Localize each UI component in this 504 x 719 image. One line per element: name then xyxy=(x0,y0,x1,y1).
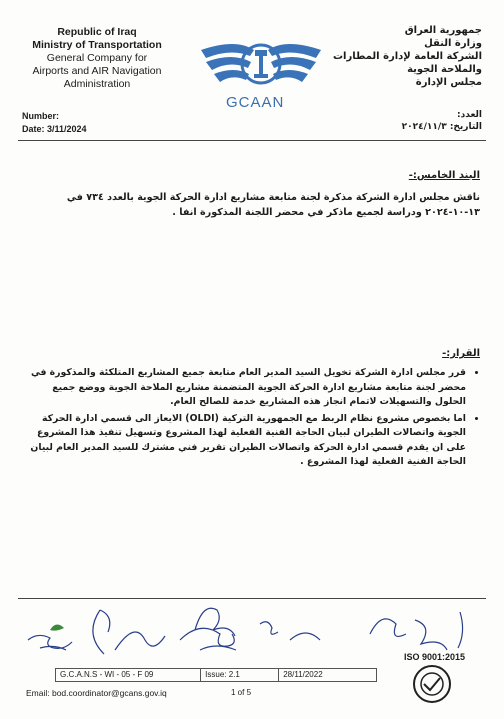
header-arabic xyxy=(332,24,482,89)
header-en-line-5: Administration xyxy=(63,78,131,90)
decision-heading: القرار:- xyxy=(442,348,480,359)
header-en-line-4: Airports and AIR Navigation xyxy=(32,65,162,77)
section-paragraph: ناقش مجلس ادارة الشركة مذكرة لجنة متابعة مشاريع ادارة الحركة الجوية بالعدد ٧٣٤ في ١٣-١٠-٢٠٢٤ ودراسة لجميع ماذكر في محضر اللجنة المذكورة انفا . xyxy=(66,192,480,218)
logo-text: GCAAN xyxy=(226,94,285,111)
issue-number: Issue: 2.1 xyxy=(201,669,279,681)
email-contact: Email: bod.coordinator@gcans.gov.iq xyxy=(26,688,167,698)
iso-seal-icon xyxy=(412,664,452,704)
header-ar-line-2: وزارة النقل xyxy=(424,38,482,49)
header-ar-line-1: جمهورية العراق xyxy=(404,25,482,36)
list-item: • اما بخصوص مشروع نظام الربط مع الجمهورية التركية (OLDI) الايعاز الى قسمي ادارة الحركة الجوية واتصالات الطيران لبيان الحاجة الفنية الفعلية لهذا المشروع وتسهيل تنفيذ هذا المشروع على ان يقدم قسمي ادارة الحركة واتصالات الطيران تقرير فني مشترك للسيد المدير العام لبيان الحاجة الفنية الفعلية لهذا المشروع . xyxy=(26,412,466,470)
header-en-line-2: Ministry of Transportation xyxy=(32,39,162,51)
iso-label: ISO 9001:2015 xyxy=(404,652,466,662)
signature-divider xyxy=(18,598,486,599)
header-ar-line-4: والملاحة الجوية xyxy=(407,64,482,75)
number-label-ar: العدد: xyxy=(457,110,482,120)
header-ar-line-3: الشركة العامة لإدارة المطارات xyxy=(332,51,482,62)
header-english xyxy=(22,26,172,91)
section-heading: البند الخامس:- xyxy=(408,170,480,181)
header-en-line-3: General Company for xyxy=(46,52,148,64)
date-ar: التاريخ: ٢٠٢٤/١١/٣ xyxy=(401,122,482,132)
header-ar-line-5: مجلس الإدارة xyxy=(415,77,482,88)
list-item: • قرر مجلس ادارة الشركة تخويل السيد المدير العام متابعة جميع المشاريع المتلكئة والمذكورة في محضر لجنة متابعة مشاريع ادارة الحركة الجوية المتضمنة مشاريع الملاحة الجوية ووضع جميع الحلول والتسهيلات لاتمام انجاز هذه المشاريع خدمة للصالح العام. xyxy=(26,366,466,410)
document-control-bar xyxy=(55,668,377,682)
decision-list xyxy=(26,366,480,472)
issue-date: 28/11/2022 xyxy=(283,670,323,679)
date-en: Date: 3/11/2024 xyxy=(22,124,87,134)
number-label-en: Number: xyxy=(22,111,60,121)
doc-code: G.C.A.N.S - WI - 05 - F 09 xyxy=(56,669,201,681)
header-divider xyxy=(18,140,486,141)
header-en-line-1: Republic of Iraq xyxy=(57,26,137,38)
page-number: 1 of 5 xyxy=(231,688,252,697)
